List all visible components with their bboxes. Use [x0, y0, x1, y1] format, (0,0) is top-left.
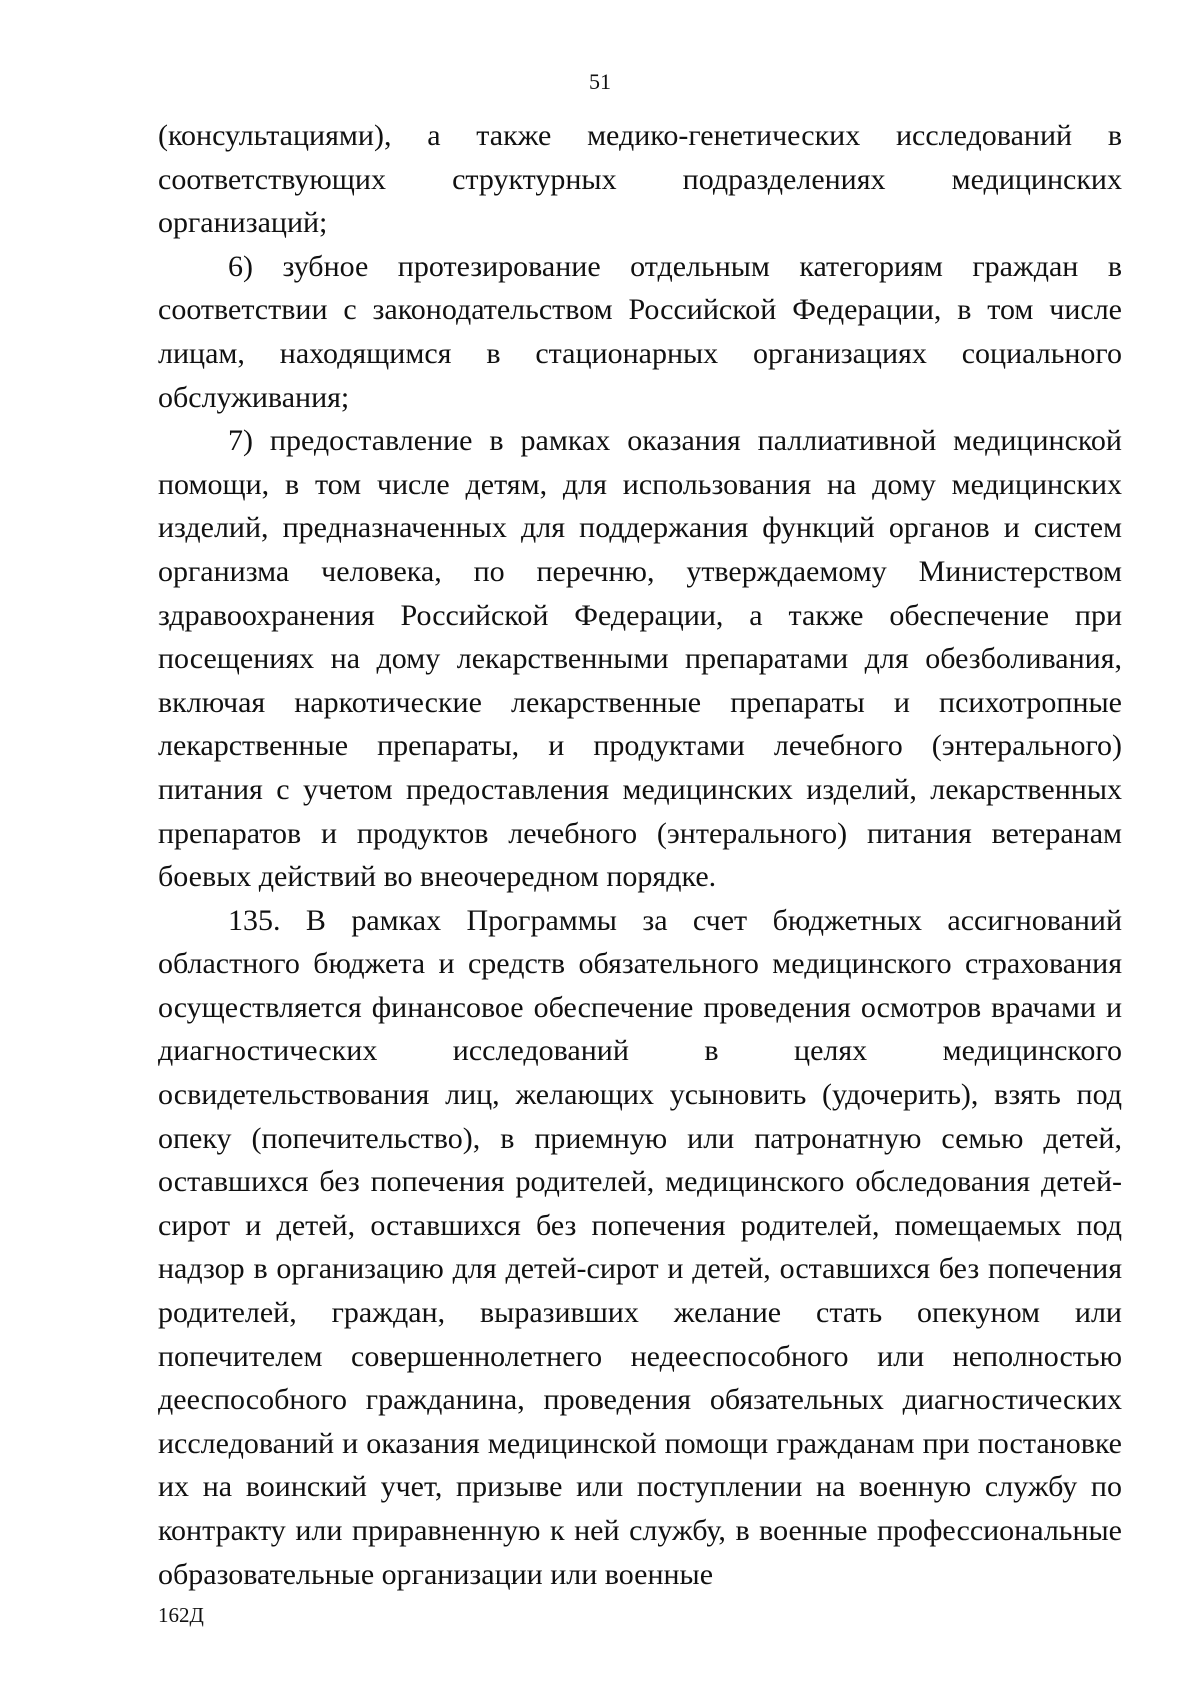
paragraph-135: 135. В рамках Программы за счет бюджетных ассигнований областного бюджета и средств обязательного медицинского страхования осуществляется финансовое обеспечение проведения осмотров врачами и диагностических исследований в целях медицинского освидетельствования лиц, желающих усыновить (удочерить), взять под опеку (попечительство), в приемную или патронатную семью детей, оставшихся без попечения родителей, медицинского обследования детей-сирот и детей, оставшихся без попечения родителей, помещаемых под надзор в организацию для детей-сирот и детей, оставшихся без попечения родителей, граждан, выразивших желание стать опекуном или попечителем совершеннолетнего недееспособного или неполностью дееспособного гражданина, проведения обязательных диагностических исследований и оказания медицинской помощи гражданам при постановке их на воинский учет, призыве или поступлении на военную службу по контракту или приравненную к ней службу, в военные профессиональные образовательные организации или военные: [158, 903, 1122, 1591]
paragraph-continuation: (консультациями), а также медико-генетических исследований в соответствующих структурных подразделениях медицинских организаций;: [158, 119, 1122, 240]
paragraph-item-7: 7) предоставление в рамках оказания паллиативной медицинской помощи, в том числе детям, для использования на дому медицинских изделий, предназначенных для поддержания функций органов и систем организма человека, по перечню, утверждаемому Министерством здравоохранения Российской Федерации, а также обеспечение при посещениях на дому лекарственными препаратами для обезболивания, включая наркотические лекарственные препараты и психотропные лекарственные препараты, и продуктами лечебного (энтерального) питания с учетом предоставления медицинских изделий, лекарственных препаратов и продуктов лечебного (энтерального) питания ветеранам боевых действий во внеочередном порядке.: [158, 424, 1122, 894]
document-body: [158, 114, 1122, 1596]
page-number: 51: [589, 69, 611, 94]
footer-document-code: 162Д: [158, 1603, 204, 1627]
paragraph-item-6: 6) зубное протезирование отдельным категориям граждан в соответствии с законодательством Российской Федерации, в том числе лицам, находящимся в стационарных организациях социального обслуживания;: [158, 249, 1122, 414]
